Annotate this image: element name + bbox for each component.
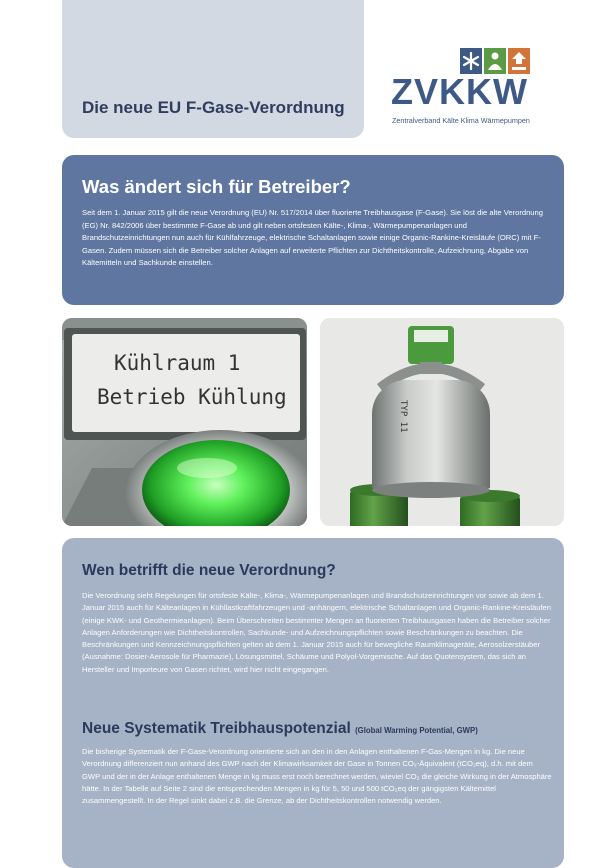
cylinder-label: TYP 11 <box>398 400 408 433</box>
gwp-body: Die bisherige Systematik der F-Gase-Verordnung orientierte sich an den in den Anlagen enthaltenen F-Gas-Mengen in kg. Die neue Verordnung differenziert nun anhand des GWP nach der Klimawirksamkeit der Gase in Tonnen CO₂-Äquivalent (tCO₂eq), d.h. mit dem GWP und der in der Anlage enthaltenen Menge in kg muss erst noch berechnet werden, wieviel CO₂ die gleiche Wirkung in der Atmosphäre hätte. In der Tabelle auf Seite 2 sind die entsprechenden Mengen in kg für 5, 50 und 500 tCO₂eq der gängigsten Kältemittel zusammengestellt. In der Regel sinkt dabei z.B. die Grenze, ab der Dichtheitskontrollen notwendig werden. <box>82 747 552 806</box>
logo-subtitle: Zentralverband Kälte Klima Wärmepumpen <box>392 116 530 125</box>
cold-room-photo <box>62 318 307 526</box>
gwp-heading <box>82 720 478 738</box>
affected-section <box>62 538 564 868</box>
zvkkw-logo <box>388 44 568 134</box>
operators-body: Seit dem 1. Januar 2015 gilt die neue Verordnung (EU) Nr. 517/2014 über fluorierte Treibhausgase (F-Gase). Sie löst die alte Verordnung (EG) Nr. 842/2006 über bestimmte F-Gase ab und gilt neben ortsfesten Kälte-, Klima-, Wärmepumpenanlagen und Brandschutzeinrichtungen nun auch für Kühlfahrzeuge, elektrische Schaltanlagen sowie einige Organic-Rankine-Kreisläufe (ORC) mit F-Gasen. Zudem müssen sich die Betreiber solcher Anlagen auf erweiterte Pflichten zur Dichtheitskontrolle, Aufzeichnung, Abgabe von Kältemitteln und Sachkunde einstellen. <box>82 208 543 267</box>
operators-heading: Was ändert sich für Betreiber? <box>82 176 351 197</box>
gwp-heading-main: Neue Systematik Treibhauspotenzial <box>82 720 351 737</box>
page-title: Die neue EU F-Gase-Verordnung <box>82 98 345 117</box>
title-panel <box>62 0 364 138</box>
sign-line-1: Kühlraum 1 <box>114 351 241 375</box>
gwp-heading-note: (Global Warming Potential, GWP) <box>355 726 478 735</box>
gas-cylinder-photo <box>320 318 564 526</box>
affected-body: Die Verordnung sieht Regelungen für ortsfeste Kälte-, Klima-, Wärmepumpenanlagen und Brandschutzeinrichtungen vor sowie ab dem 1. Januar 2015 auch für Kälteanlagen in Kühllastkraftfahrzeugen und -anhängern, elektrische Schaltanlagen und Organic-Rankine-Kreisläufen (einige KWK- und Geothermieanlagen). Beim Überschreiten bestimmter Mengen an fluorierten Treibhausgasen haben die Betreiber solcher Anlagen Anforderungen wie Dichtheitskontrollen, Sachkunde- und Aufzeichnungspflichten sowie Beschränkungen zu beachten. Die Beschränkungen und Kennzeichnungspflichten gelten ab dem 1. Januar 2015 auch für bewegliche Raumklimageräte, Aerosolzerstäuber (Ausnahme: Dosier-Aerosole für Pharmazie), Lösungsmittel, Schäume und Polyol-Vorgemische. Auf das Quotensystem, das sich an Hersteller und Importeure von Gasen richtet, wird hier nicht eingegangen. <box>82 591 552 674</box>
logo-wordmark: ZVKKW <box>391 71 528 112</box>
operators-section <box>62 155 564 305</box>
sign-line-2: Betrieb Kühlung <box>97 385 287 409</box>
affected-heading: Wen betrifft die neue Verordnung? <box>82 562 336 579</box>
